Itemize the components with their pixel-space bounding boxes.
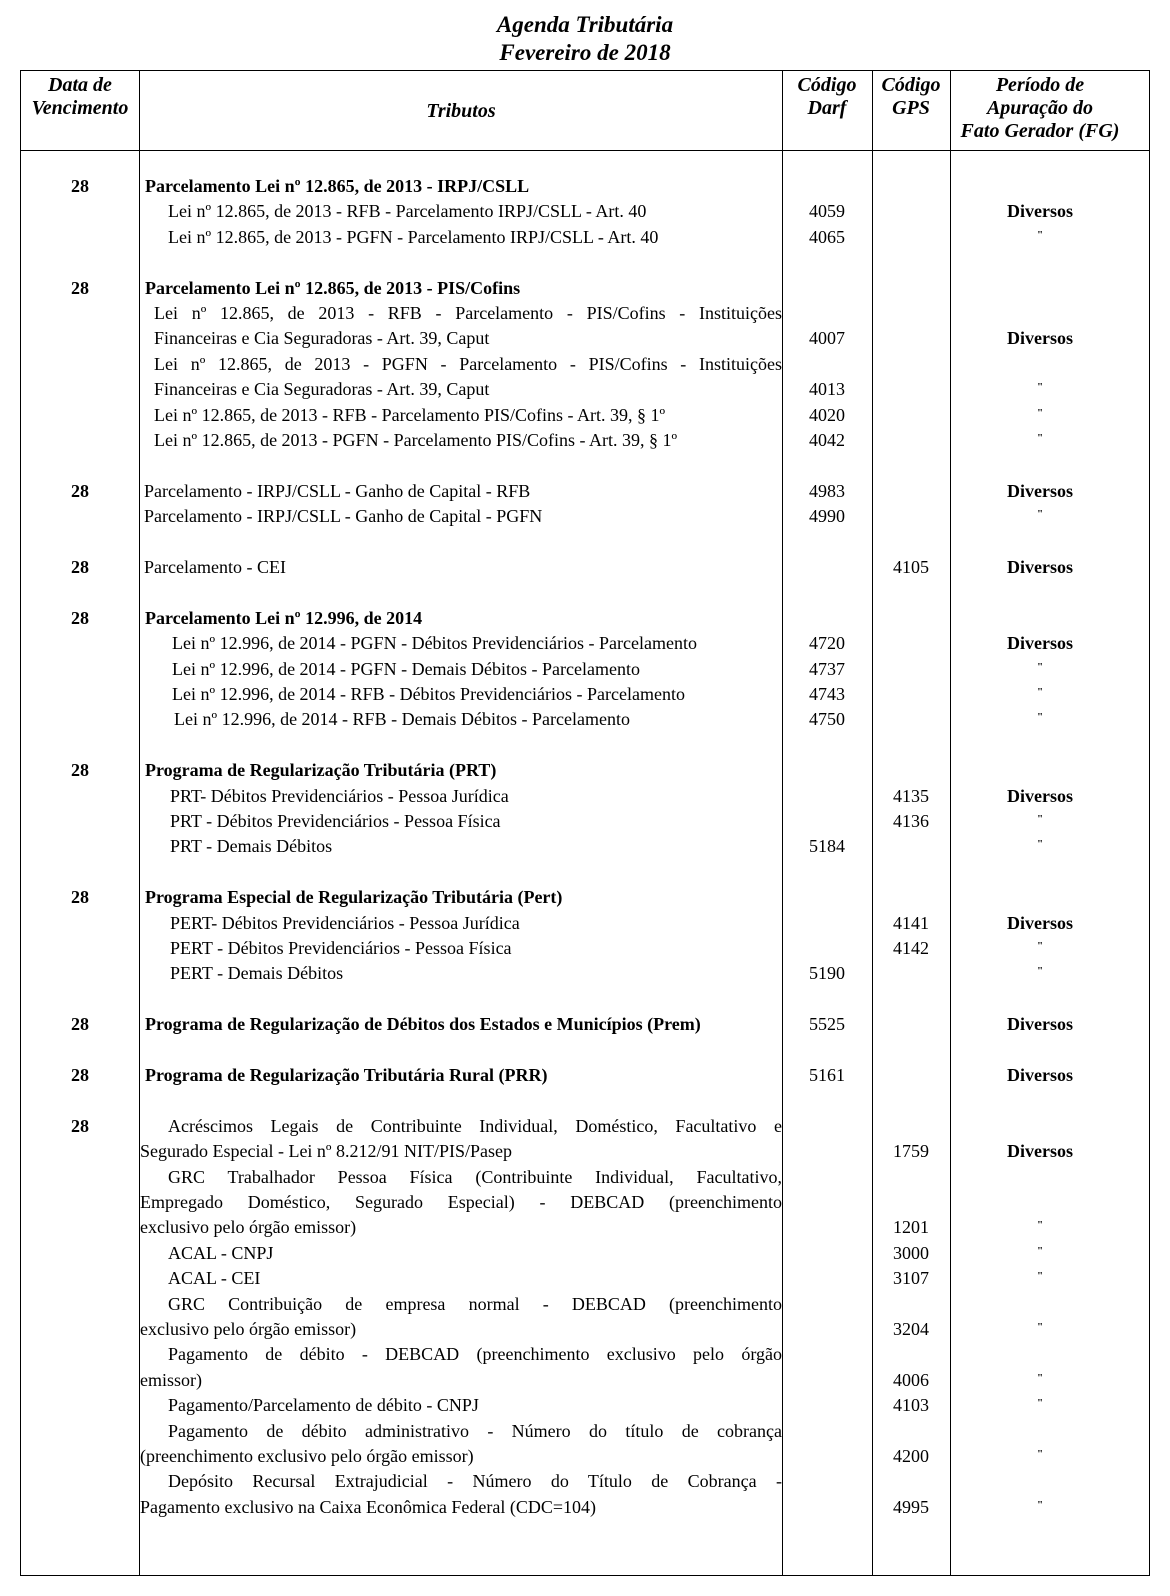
- codigo-darf: 4020: [809, 405, 845, 425]
- codigo-gps: 3000: [893, 1243, 929, 1263]
- table-row: [0, 834, 1170, 859]
- periodo-apuracao: ": [1036, 661, 1044, 673]
- periodo-apuracao: ": [1036, 508, 1044, 520]
- periodo-apuracao: Diversos: [1007, 1065, 1073, 1085]
- table-row: [0, 1012, 1170, 1037]
- tributo-text: Parcelamento - CEI: [144, 557, 286, 577]
- table-row: [0, 809, 1170, 834]
- codigo-darf: 4990: [809, 506, 845, 526]
- periodo-apuracao: Diversos: [1007, 481, 1073, 501]
- table-row: [0, 1292, 1170, 1317]
- due-date: 28: [71, 887, 89, 907]
- table-row: [0, 326, 1170, 351]
- tributo-text: Lei nº 12.865, de 2013 - RFB - Parcelamento - PIS/Cofins - Instituições: [154, 303, 782, 323]
- periodo-apuracao: ": [1036, 407, 1044, 419]
- table-row: [0, 1139, 1170, 1164]
- table-row: [0, 657, 1170, 682]
- periodo-apuracao: ": [1036, 711, 1044, 723]
- table-row: [0, 1266, 1170, 1291]
- periodo-apuracao: Diversos: [1007, 786, 1073, 806]
- codigo-gps: 1759: [893, 1141, 929, 1161]
- table-row: [0, 276, 1170, 301]
- tributo-text: Lei nº 12.996, de 2014 - RFB - Demais Débitos - Parcelamento: [174, 709, 630, 729]
- codigo-gps: 4103: [893, 1395, 929, 1415]
- tributo-text: GRC Trabalhador Pessoa Física (Contribuinte Individual, Facultativo,: [168, 1167, 782, 1187]
- due-date: 28: [71, 176, 89, 196]
- tributo-text: PRT- Débitos Previdenciários - Pessoa Jurídica: [170, 786, 509, 806]
- table-row: [0, 631, 1170, 656]
- header-data-vencimento: Data de Vencimento: [31, 74, 129, 119]
- codigo-gps: 4995: [893, 1497, 929, 1517]
- tributo-text: Parcelamento Lei nº 12.996, de 2014: [145, 608, 423, 628]
- tributo-text: Parcelamento - IRPJ/CSLL - Ganho de Capital - PGFN: [144, 506, 543, 526]
- periodo-apuracao: ": [1036, 1448, 1044, 1460]
- codigo-darf: 4720: [809, 633, 845, 653]
- tributo-text: Programa Especial de Regularização Tributária (Pert): [145, 887, 563, 907]
- tributo-text: Depósito Recursal Extrajudicial - Número do Título de Cobrança -: [168, 1471, 782, 1491]
- due-date: 28: [71, 481, 89, 501]
- tributo-text: Acréscimos Legais de Contribuinte Individual, Doméstico, Facultativo e: [168, 1116, 782, 1136]
- periodo-apuracao: ": [1036, 381, 1044, 393]
- codigo-darf: 5525: [809, 1014, 845, 1034]
- tributo-text: Programa de Regularização Tributária Rural (PRR): [145, 1065, 548, 1085]
- codigo-darf: 4007: [809, 328, 845, 348]
- table-row: [0, 1114, 1170, 1139]
- table-row: [0, 911, 1170, 936]
- codigo-gps: 4142: [893, 938, 929, 958]
- due-date: 28: [71, 278, 89, 298]
- header-periodo-apuracao: Período de Apuração do Fato Gerador (FG): [960, 74, 1120, 142]
- tributo-text: emissor): [140, 1370, 202, 1390]
- table-row: [0, 885, 1170, 910]
- periodo-apuracao: ": [1036, 965, 1044, 977]
- codigo-gps: 4200: [893, 1446, 929, 1466]
- table-row: [0, 1444, 1170, 1469]
- tributo-text: PRT - Demais Débitos: [170, 836, 333, 856]
- tributo-text: ACAL - CEI: [168, 1268, 261, 1288]
- header-tributos: Tributos: [426, 100, 496, 122]
- table-row: [0, 1165, 1170, 1190]
- table-row: [0, 479, 1170, 504]
- periodo-apuracao: Diversos: [1007, 201, 1073, 221]
- table-row: [0, 1495, 1170, 1520]
- tributo-text: Pagamento de débito - DEBCAD (preenchimento exclusivo pelo órgão: [168, 1344, 782, 1364]
- periodo-apuracao: ": [1036, 1219, 1044, 1231]
- codigo-darf: 4059: [809, 201, 845, 221]
- codigo-gps: 4141: [893, 913, 929, 933]
- table-row: [0, 961, 1170, 986]
- table-row: [0, 707, 1170, 732]
- table-row: [0, 1241, 1170, 1266]
- tributo-text: Parcelamento - IRPJ/CSLL - Ganho de Capital - RFB: [144, 481, 531, 501]
- due-date: 28: [71, 1065, 89, 1085]
- table-row: [0, 784, 1170, 809]
- tributo-text: Lei nº 12.865, de 2013 - PGFN - Parcelamento PIS/Cofins - Art. 39, § 1º: [154, 430, 678, 450]
- periodo-apuracao: Diversos: [1007, 328, 1073, 348]
- tributo-text: PERT - Débitos Previdenciários - Pessoa Física: [170, 938, 512, 958]
- table-row: [0, 1063, 1170, 1088]
- document-title: Agenda Tributária: [496, 12, 674, 37]
- tributo-text: Parcelamento Lei nº 12.865, de 2013 - IRPJ/CSLL: [145, 176, 530, 196]
- table-row: [0, 606, 1170, 631]
- document-subtitle: Fevereiro de 2018: [499, 40, 671, 65]
- table-row: [0, 377, 1170, 402]
- periodo-apuracao: ": [1036, 1499, 1044, 1511]
- codigo-gps: 4136: [893, 811, 929, 831]
- table-row: [0, 225, 1170, 250]
- codigo-gps: 4135: [893, 786, 929, 806]
- tributo-text: Lei nº 12.865, de 2013 - PGFN - Parcelamento IRPJ/CSLL - Art. 40: [168, 227, 659, 247]
- tributo-text: Programa de Regularização de Débitos dos Estados e Municípios (Prem): [145, 1014, 701, 1034]
- table-row: [0, 1190, 1170, 1215]
- header-divider: [20, 150, 1150, 151]
- tributo-text: Pagamento/Parcelamento de débito - CNPJ: [168, 1395, 479, 1415]
- tributo-text: exclusivo pelo órgão emissor): [140, 1217, 357, 1237]
- codigo-darf: 4042: [809, 430, 845, 450]
- periodo-apuracao: ": [1036, 1321, 1044, 1333]
- periodo-apuracao: ": [1036, 686, 1044, 698]
- periodo-apuracao: ": [1036, 1245, 1044, 1257]
- codigo-gps: 3204: [893, 1319, 929, 1339]
- tributo-text: Lei nº 12.996, de 2014 - RFB - Débitos Previdenciários - Parcelamento: [172, 684, 685, 704]
- codigo-gps: 4006: [893, 1370, 929, 1390]
- header-codigo-gps: Código GPS: [881, 74, 941, 119]
- tributo-text: PRT - Débitos Previdenciários - Pessoa Física: [170, 811, 501, 831]
- table-row: [0, 504, 1170, 529]
- tributo-text: Segurado Especial - Lei nº 8.212/91 NIT/PIS/Pasep: [140, 1141, 513, 1161]
- table-row: [0, 555, 1170, 580]
- due-date: 28: [71, 608, 89, 628]
- tributo-text: Empregado Doméstico, Segurado Especial) - DEBCAD (preenchimento: [140, 1192, 782, 1212]
- table-row: [0, 1317, 1170, 1342]
- tributo-text: Programa de Regularização Tributária (PRT): [145, 760, 497, 780]
- due-date: 28: [71, 760, 89, 780]
- table-row: [0, 1419, 1170, 1444]
- table-row: [0, 1215, 1170, 1240]
- codigo-darf: 4743: [809, 684, 845, 704]
- tributo-text: GRC Contribuição de empresa normal - DEBCAD (preenchimento: [168, 1294, 782, 1314]
- tributo-text: Financeiras e Cia Seguradoras - Art. 39, Caput: [154, 328, 490, 348]
- table-row: [0, 1393, 1170, 1418]
- periodo-apuracao: ": [1036, 813, 1044, 825]
- codigo-darf: 5161: [809, 1065, 845, 1085]
- tributo-text: exclusivo pelo órgão emissor): [140, 1319, 357, 1339]
- header-codigo-darf: Código Darf: [797, 74, 857, 119]
- codigo-gps: 4105: [893, 557, 929, 577]
- codigo-darf: 4013: [809, 379, 845, 399]
- codigo-gps: 3107: [893, 1268, 929, 1288]
- codigo-darf: 4983: [809, 481, 845, 501]
- periodo-apuracao: Diversos: [1007, 633, 1073, 653]
- periodo-apuracao: ": [1036, 1270, 1044, 1282]
- table-row: [0, 428, 1170, 453]
- codigo-darf: 5190: [809, 963, 845, 983]
- periodo-apuracao: Diversos: [1007, 913, 1073, 933]
- codigo-darf: 4065: [809, 227, 845, 247]
- tributo-text: Lei nº 12.865, de 2013 - RFB - Parcelamento IRPJ/CSLL - Art. 40: [168, 201, 647, 221]
- table-row: [0, 1342, 1170, 1367]
- periodo-apuracao: Diversos: [1007, 1014, 1073, 1034]
- tributo-text: Parcelamento Lei nº 12.865, de 2013 - PIS/Cofins: [145, 278, 521, 298]
- periodo-apuracao: ": [1036, 229, 1044, 241]
- codigo-darf: 5184: [809, 836, 845, 856]
- tributo-text: Lei nº 12.996, de 2014 - PGFN - Débitos Previdenciários - Parcelamento: [172, 633, 697, 653]
- table-row: [0, 1469, 1170, 1494]
- periodo-apuracao: ": [1036, 432, 1044, 444]
- tributo-text: Lei nº 12.865, de 2013 - RFB - Parcelamento PIS/Cofins - Art. 39, § 1º: [154, 405, 666, 425]
- tributo-text: (preenchimento exclusivo pelo órgão emissor): [140, 1446, 474, 1466]
- table-row: [0, 682, 1170, 707]
- tributo-text: PERT - Demais Débitos: [170, 963, 344, 983]
- table-row: [0, 301, 1170, 326]
- tributo-text: Financeiras e Cia Seguradoras - Art. 39, Caput: [154, 379, 490, 399]
- tributo-text: Lei nº 12.996, de 2014 - PGFN - Demais Débitos - Parcelamento: [172, 659, 640, 679]
- table-row: [0, 936, 1170, 961]
- codigo-darf: 4750: [809, 709, 845, 729]
- tributo-text: ACAL - CNPJ: [168, 1243, 274, 1263]
- periodo-apuracao: ": [1036, 1372, 1044, 1384]
- table-row: [0, 758, 1170, 783]
- periodo-apuracao: Diversos: [1007, 1141, 1073, 1161]
- table-row: [0, 199, 1170, 224]
- tributo-text: PERT- Débitos Previdenciários - Pessoa Jurídica: [170, 913, 520, 933]
- due-date: 28: [71, 1116, 89, 1136]
- periodo-apuracao: ": [1036, 1397, 1044, 1409]
- codigo-darf: 4737: [809, 659, 845, 679]
- tributo-text: Lei nº 12.865, de 2013 - PGFN - Parcelamento - PIS/Cofins - Instituições: [154, 354, 782, 374]
- due-date: 28: [71, 1014, 89, 1034]
- periodo-apuracao: Diversos: [1007, 557, 1073, 577]
- table-row: [0, 403, 1170, 428]
- due-date: 28: [71, 557, 89, 577]
- table-row: [0, 1368, 1170, 1393]
- codigo-gps: 1201: [893, 1217, 929, 1237]
- tributo-text: Pagamento exclusivo na Caixa Econômica Federal (CDC=104): [140, 1497, 597, 1517]
- periodo-apuracao: ": [1036, 838, 1044, 850]
- periodo-apuracao: ": [1036, 940, 1044, 952]
- table-row: [0, 352, 1170, 377]
- tributo-text: Pagamento de débito administrativo - Número do título de cobrança: [168, 1421, 782, 1441]
- table-row: [0, 174, 1170, 199]
